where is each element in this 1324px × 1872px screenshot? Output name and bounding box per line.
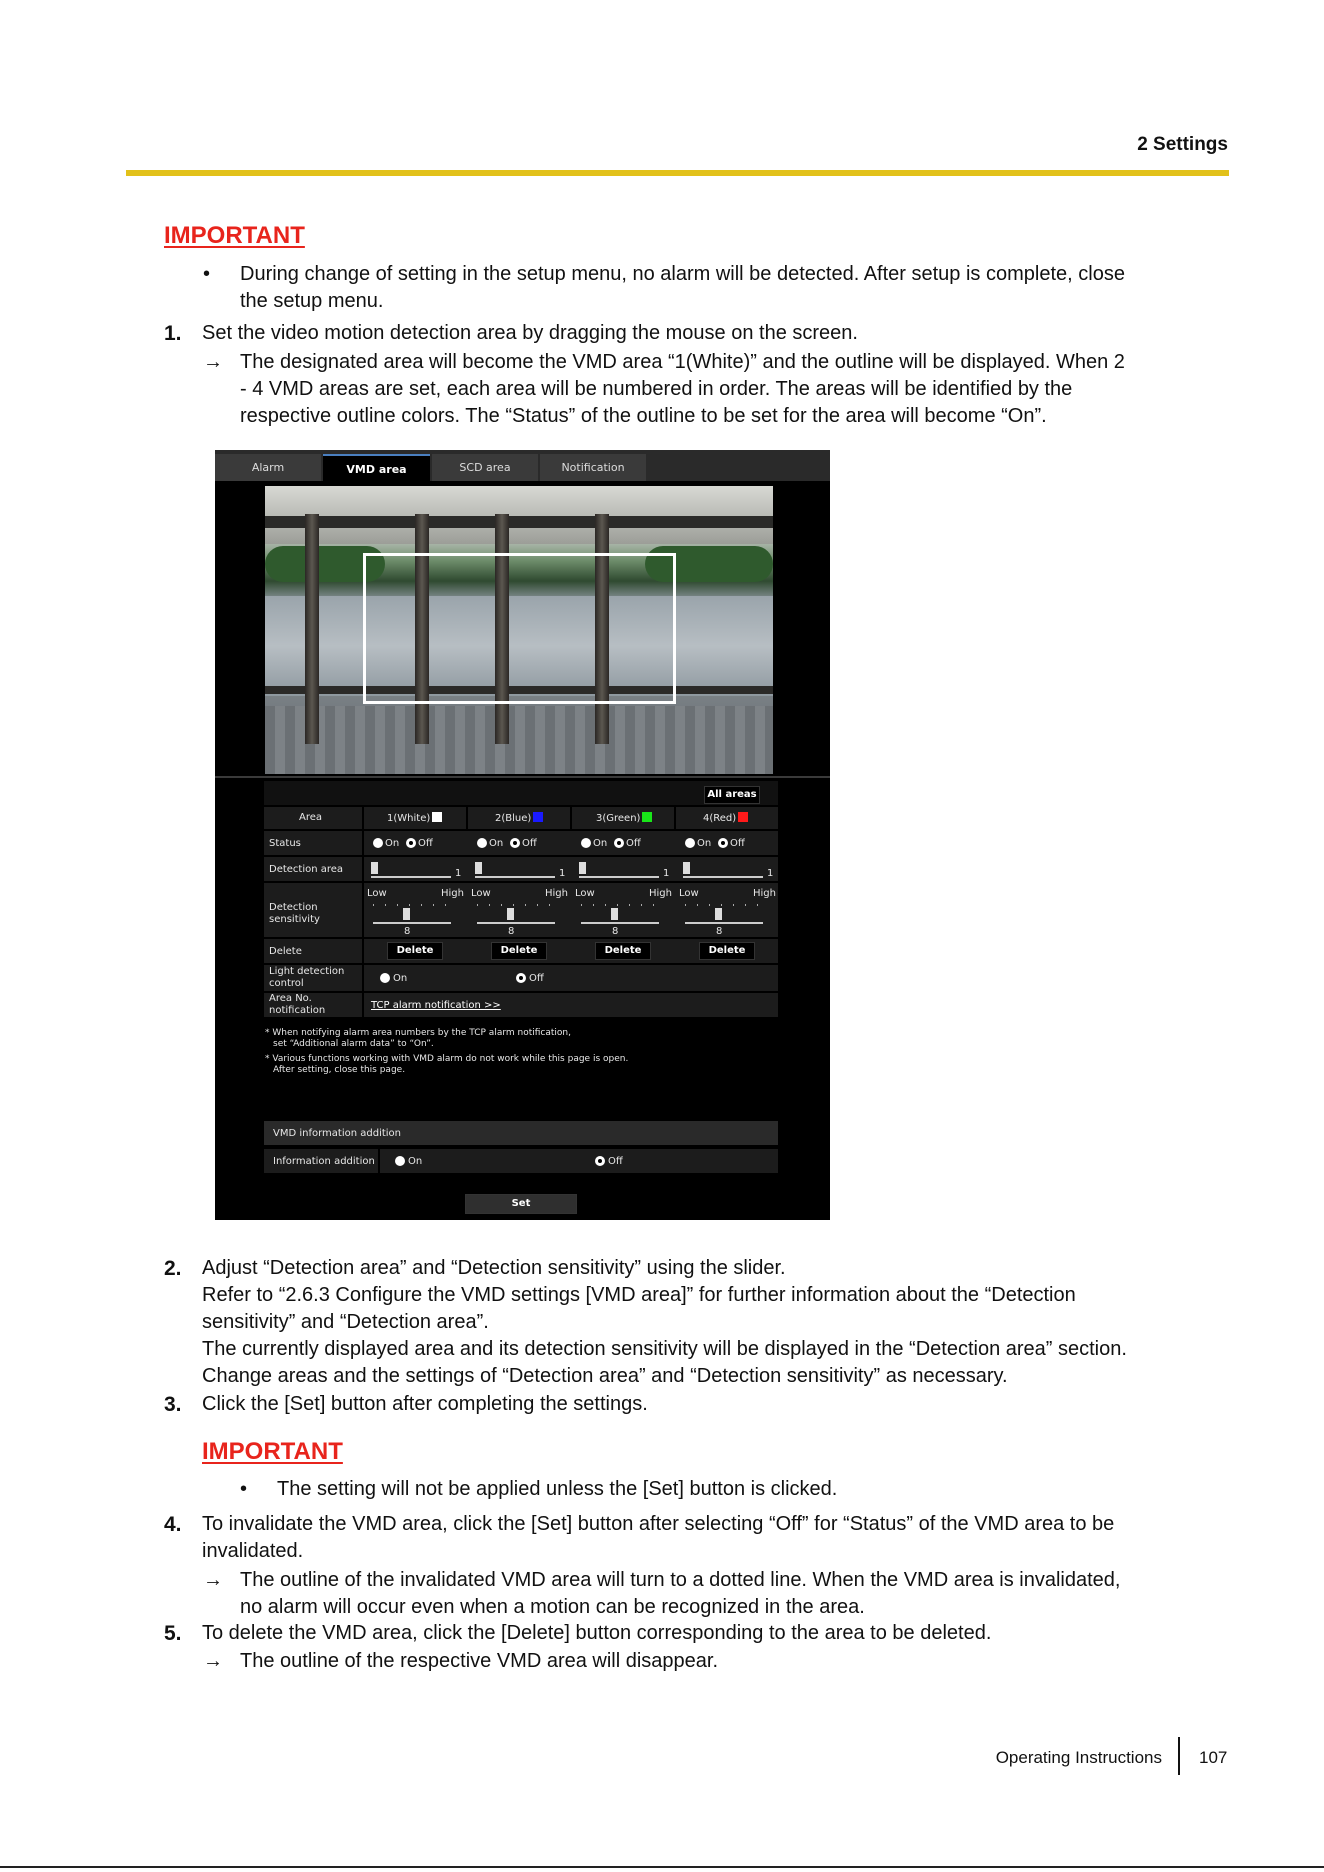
blue-swatch-icon	[533, 812, 543, 822]
info-addition-label: Information addition	[273, 1156, 375, 1167]
arrow-line: respective outline colors. The “Status” of the outline to be set for the area will become “On”.	[240, 405, 1047, 427]
detection-area-4-value: 1	[767, 868, 774, 879]
arrow-line: The outline of the invalidated VMD area will turn to a dotted line. When the VMD area is invalidated,	[240, 1569, 1121, 1591]
divider	[215, 776, 830, 778]
sensitivity-1-value: 8	[404, 926, 411, 937]
green-swatch-icon	[642, 812, 652, 822]
sensitivity-label: Detection sensitivity	[269, 902, 320, 925]
bullet-text: The setting will not be applied unless the [Set] button is clicked.	[277, 1478, 838, 1500]
detection-area-2-slider[interactable]	[475, 862, 482, 874]
status-3-off-radio[interactable]	[614, 838, 624, 848]
step-1-result	[203, 349, 1233, 433]
status-2-off-radio[interactable]	[510, 838, 520, 848]
vmd-info-title: VMD information addition	[273, 1128, 401, 1139]
tab-notification[interactable]: Notification	[540, 454, 646, 481]
arrow-text	[240, 1567, 1240, 1621]
all-areas-row	[263, 780, 779, 806]
area-2-name: 2(Blue)	[495, 812, 543, 825]
status-2-on-radio[interactable]	[477, 838, 487, 848]
bullet-text	[240, 261, 1240, 315]
camera-beam	[265, 516, 773, 528]
sensitivity-3-slider[interactable]	[611, 908, 618, 920]
off-label: Off	[418, 838, 433, 849]
info-addition-off-radio[interactable]	[595, 1156, 605, 1166]
slider-track	[581, 922, 659, 924]
area-settings-table	[263, 780, 779, 1040]
sensitivity-4-value: 8	[716, 926, 723, 937]
header-rule	[126, 170, 1229, 176]
arrow-line: no alarm will occur even when a motion can be recognized in the area.	[240, 1596, 865, 1618]
low-label: Low	[679, 888, 699, 899]
status-1-off-radio[interactable]	[406, 838, 416, 848]
area-4-name: 4(Red)	[703, 812, 748, 825]
bullet-line: the setup menu.	[240, 290, 384, 312]
tab-bar	[215, 450, 830, 481]
footer-divider	[1178, 1737, 1180, 1775]
arrow-text: The outline of the respective VMD area will disappear.	[240, 1650, 719, 1672]
off-label: Off	[626, 838, 641, 849]
arrow-icon: →	[203, 351, 223, 373]
on-label: On	[408, 1156, 423, 1167]
step-5	[164, 1620, 1224, 1648]
status-4-off-radio[interactable]	[718, 838, 728, 848]
page-number: 107	[1199, 1748, 1228, 1767]
low-label: Low	[575, 888, 595, 899]
on-label: On	[385, 838, 400, 849]
tab-alarm[interactable]: Alarm	[215, 454, 321, 481]
high-label: High	[545, 888, 568, 899]
slider-ticks	[477, 904, 555, 906]
step-2	[164, 1255, 1234, 1395]
detection-area-2-value: 1	[559, 868, 566, 879]
bullet-icon: •	[203, 263, 211, 285]
red-swatch-icon	[738, 812, 748, 822]
slider-track	[371, 876, 451, 878]
step-text	[202, 1255, 1232, 1390]
sensitivity-2-slider[interactable]	[507, 908, 514, 920]
bottom-rule	[0, 1866, 1324, 1868]
camera-post	[305, 514, 319, 744]
info-addition-on-radio[interactable]	[395, 1156, 405, 1166]
set-button[interactable]: Set	[465, 1194, 577, 1214]
camera-roof	[265, 486, 773, 544]
on-label: On	[593, 838, 608, 849]
step-line: sensitivity” and “Detection area”.	[202, 1311, 489, 1333]
step-number: 4.	[164, 1513, 182, 1536]
step-text: To delete the VMD area, click the [Delete] button corresponding to the area to be deleted.	[202, 1622, 992, 1644]
step-number: 1.	[164, 322, 182, 345]
slider-track	[475, 876, 555, 878]
slider-ticks	[373, 904, 451, 906]
detection-area-3-slider[interactable]	[579, 862, 586, 874]
chapter-title: 2 Settings	[1137, 134, 1228, 155]
detection-area-label: Detection area	[269, 864, 344, 875]
detection-area-1-slider[interactable]	[371, 862, 378, 874]
note-1: * When notifying alarm area numbers by the TCP alarm notification, set “Additional alarm data” to “On”.	[265, 1028, 571, 1049]
delete-label: Delete	[269, 946, 302, 957]
light-detection-off-radio[interactable]	[516, 973, 526, 983]
on-label: On	[489, 838, 504, 849]
sensitivity-1-slider[interactable]	[403, 908, 410, 920]
light-detection-values-cell	[363, 964, 779, 992]
info-addition-values-cell	[379, 1148, 779, 1174]
slider-track	[373, 922, 451, 924]
step-4-result	[203, 1567, 1233, 1623]
off-label: Off	[608, 1156, 623, 1167]
step-text: Set the video motion detection area by dragging the mouse on the screen.	[202, 322, 858, 344]
sensitivity-2-value: 8	[508, 926, 515, 937]
important-heading: IMPORTANT	[202, 1438, 343, 1465]
delete-area-4-button[interactable]: Delete	[699, 942, 755, 960]
note-2: * Various functions working with VMD alarm do not work while this page is open. After setting, close this page.	[265, 1054, 629, 1075]
status-label: Status	[269, 838, 301, 849]
camera-floor	[265, 706, 773, 774]
on-label: On	[393, 973, 408, 984]
sensitivity-4-slider[interactable]	[715, 908, 722, 920]
step-1	[164, 320, 1224, 348]
area-no-label: Area No. notification	[269, 993, 326, 1016]
important-heading: IMPORTANT	[164, 222, 305, 249]
all-areas-button[interactable]: All areas	[704, 786, 760, 804]
bullet-icon: •	[240, 1478, 248, 1500]
arrow-line: - 4 VMD areas are set, each area will be numbered in order. The areas will be identified by the	[240, 378, 1073, 400]
slider-track	[477, 922, 555, 924]
slider-track	[683, 876, 763, 878]
step-line: Refer to “2.6.3 Configure the VMD settings [VMD area]” for further information about the “Detection	[202, 1284, 1076, 1306]
detection-area-1-value: 1	[455, 868, 462, 879]
slider-ticks	[685, 904, 763, 906]
tcp-alarm-notification-link[interactable]: TCP alarm notification >>	[371, 1000, 501, 1011]
off-label: Off	[730, 838, 745, 849]
arrow-icon: →	[203, 1569, 223, 1591]
arrow-line: The designated area will become the VMD area “1(White)” and the outline will be displayed. When 2	[240, 351, 1125, 373]
step-number: 3.	[164, 1393, 182, 1416]
high-label: High	[753, 888, 776, 899]
vmd-area-outline-white[interactable]	[363, 553, 676, 704]
detection-area-3-value: 1	[663, 868, 670, 879]
slider-track	[685, 922, 763, 924]
step-line: Adjust “Detection area” and “Detection sensitivity” using the slider.	[202, 1257, 786, 1279]
white-swatch-icon	[432, 812, 442, 822]
detection-area-values-cell	[363, 856, 779, 882]
step-text	[202, 1511, 1232, 1565]
step-4	[164, 1511, 1234, 1567]
low-label: Low	[367, 888, 387, 899]
step-3	[164, 1391, 1224, 1419]
area-3-name: 3(Green)	[596, 812, 652, 825]
delete-area-3-button[interactable]: Delete	[595, 942, 651, 960]
arrow-text	[240, 349, 1240, 430]
high-label: High	[441, 888, 464, 899]
status-3-on-radio[interactable]	[581, 838, 591, 848]
bullet-line: During change of setting in the setup menu, no alarm will be detected. After setup is complete, close	[240, 263, 1125, 285]
step-number: 2.	[164, 1257, 182, 1280]
slider-track	[579, 876, 659, 878]
tab-scd-area[interactable]: SCD area	[432, 454, 538, 481]
step-text: Click the [Set] button after completing the settings.	[202, 1393, 648, 1415]
step-line: invalidated.	[202, 1540, 304, 1562]
important-bullet	[203, 261, 1233, 321]
detection-area-4-slider[interactable]	[683, 862, 690, 874]
slider-ticks	[581, 904, 659, 906]
high-label: High	[649, 888, 672, 899]
off-label: Off	[529, 973, 544, 984]
step-line: Change areas and the settings of “Detection area” and “Detection sensitivity” as necessary.	[202, 1365, 1008, 1387]
footer-doc-title: Operating Instructions	[995, 1748, 1162, 1767]
low-label: Low	[471, 888, 491, 899]
status-4-on-radio[interactable]	[685, 838, 695, 848]
camera-image[interactable]	[265, 486, 773, 774]
off-label: Off	[522, 838, 537, 849]
vmd-setup-screenshot	[215, 450, 830, 1220]
step-number: 5.	[164, 1622, 182, 1645]
light-detection-on-radio[interactable]	[380, 973, 390, 983]
step-line: The currently displayed area and its detection sensitivity will be displayed in the “Detection area” section.	[202, 1338, 1127, 1360]
tab-vmd-area[interactable]: VMD area	[323, 454, 430, 481]
area-label: Area	[299, 812, 323, 823]
sensitivity-3-value: 8	[612, 926, 619, 937]
step-5-result	[203, 1648, 1233, 1676]
status-1-on-radio[interactable]	[373, 838, 383, 848]
light-detection-label: Light detection control	[269, 966, 345, 989]
arrow-icon: →	[203, 1650, 223, 1672]
delete-area-2-button[interactable]: Delete	[491, 942, 547, 960]
important-bullet	[240, 1476, 1230, 1504]
on-label: On	[697, 838, 712, 849]
area-1-name: 1(White)	[387, 812, 442, 825]
step-line: To invalidate the VMD area, click the [Set] button after selecting “Off” for “Status” of the VMD area to be	[202, 1513, 1115, 1535]
delete-area-1-button[interactable]: Delete	[387, 942, 443, 960]
